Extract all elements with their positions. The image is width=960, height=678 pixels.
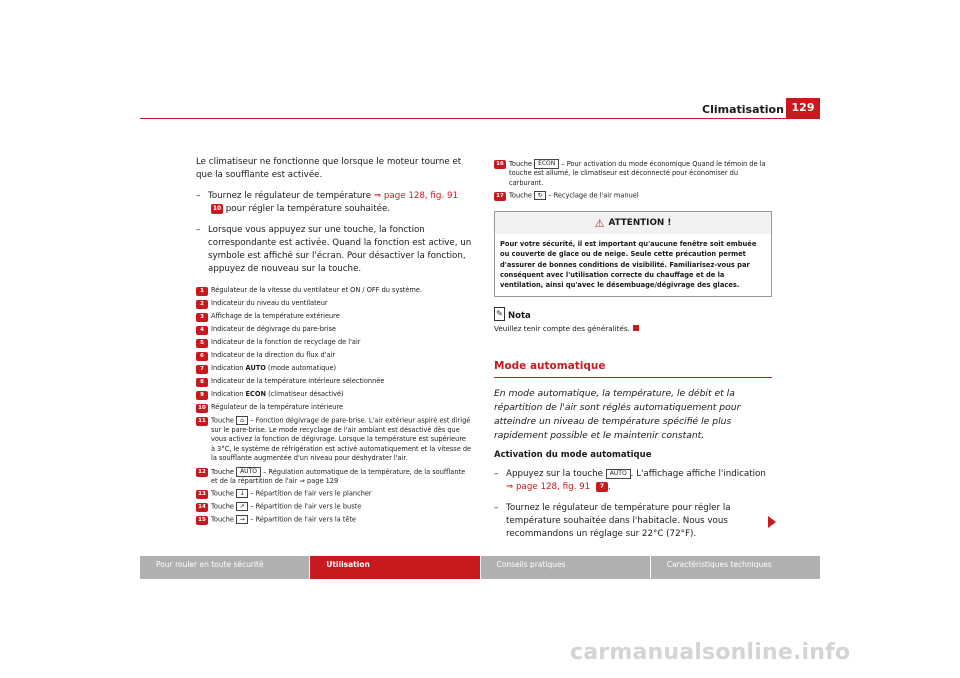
warning-box — [494, 211, 772, 297]
legend-number-badge: 2 — [196, 300, 208, 309]
legend-number-badge: 12 — [196, 468, 208, 477]
note-heading: ✎ Nota — [494, 307, 772, 321]
right-column — [494, 156, 772, 541]
end-marker-icon — [633, 325, 639, 331]
callout-badge: 10 — [212, 204, 222, 212]
intro-paragraph: Le climatiseur ne fonctionne que lorsque le moteur tourne et que la soufflante est activée. — [196, 157, 462, 180]
footer-nav — [140, 556, 820, 579]
legend-number-badge: 10 — [196, 404, 208, 413]
legend-number-badge: 11 — [196, 417, 208, 426]
legend-item: 14 Touche ↗ – Répartition de l'air vers le buste — [196, 502, 472, 512]
legend-item: 2 Indicateur du niveau du ventilateur — [196, 299, 472, 309]
legend-item: 1 Régulateur de la vitesse du ventilateur et ON / OFF du système. — [196, 286, 472, 296]
key-label: ECON — [534, 159, 559, 169]
legend-item: 3 Affichage de la température extérieure — [196, 312, 472, 322]
key-symbol-icon: ↓ — [236, 489, 248, 498]
key-symbol-icon: ↻ — [534, 191, 546, 200]
footer-tab-usage[interactable]: Utilisation — [309, 556, 479, 579]
legend-number-badge: 16 — [494, 160, 506, 169]
legend-item: 7 Indication AUTO (mode automatique) — [196, 364, 472, 374]
warning-text: Pour votre sécurité, il est important qu'aucune fenêtre soit embuée ou couverte de glace ou de neige. Seule cette précaution permet d'assurer de bonnes conditions de visibilité. Familiarisez-vous par conséquent avec l'utilisation correcte du chauffage et de la ventilation, ainsi qu'avec le désembuage/dégivrage des glaces. — [500, 240, 757, 290]
legend-item: 6 Indicateur de la direction du flux d'air — [196, 351, 472, 361]
legend-item: 17 Touche ↻ – Recyclage de l'air manuel — [494, 191, 772, 201]
sub-heading: Activation du mode automatique — [494, 450, 652, 461]
legend-number-badge: 17 — [494, 192, 506, 201]
legend-number-badge: 7 — [196, 365, 208, 374]
legend-item: 5 Indicateur de la fonction de recyclage de l'air — [196, 338, 472, 348]
legend-number-badge: 1 — [196, 287, 208, 296]
step-temperature: – Tournez le régulateur de température ⇒ page 128, fig. 91 10 pour régler la température souhaitée. — [196, 191, 458, 214]
legend-list-continued — [494, 159, 772, 201]
section-intro: En mode automatique, la température, le débit et la répartition de l'air sont réglés automatiquement pour atteindre un niveau de température spécifié le plus rapidement possible et le maintenir constant. — [494, 388, 741, 442]
legend-number-badge: 3 — [196, 313, 208, 322]
note-text: Veuillez tenir compte des généralités. — [494, 323, 772, 334]
legend-item: 11 Touche ⌂ – Fonction dégivrage de pare-brise. L'air extérieur aspiré est dirigé sur le pare-brise. Le mode recyclage de l'air ambiant est désactivé dès que vous activez la fonction de dégivrage. Lorsque la température est supérieure à 3°C, le système de réfrigération est activé automatiquement et la vitesse de la soufflante augmentée d'un niveau pour déshydrater l'air. — [196, 416, 472, 464]
legend-number-badge: 8 — [196, 378, 208, 387]
step-set-temperature: – Tournez le régulateur de température pour régler la température souhaitée dans l'habitacle. Nous vous recommandons un réglage sur 22°C (72°F). — [494, 503, 731, 540]
section-title: Mode automatique — [494, 360, 772, 378]
legend-item: 4 Indicateur de dégivrage du pare-brise — [196, 325, 472, 335]
key-symbol-icon: ⌂ — [236, 416, 248, 425]
legend-item: 10 Régulateur de la température intérieure — [196, 403, 472, 413]
step-press-auto: – Appuyez sur la touche AUTO . L'affichage affiche l'indication ⇒ page 128, fig. 91 7 . — [494, 469, 766, 493]
footer-tab-safety[interactable]: Pour rouler en toute sécurité — [140, 556, 309, 579]
page-link[interactable]: ⇒ page 128, fig. 91 — [373, 191, 458, 201]
legend-item: 9 Indication ECON (climatiseur désactivé) — [196, 390, 472, 400]
step-press-key: – Lorsque vous appuyez sur une touche, la fonction correspondante est activée. Quand la fonction est active, un symbole est affiché sur l'écran. Pour désactiver la fonction, appuyez de nouveau sur la touche. — [196, 225, 472, 274]
legend-number-badge: 5 — [196, 339, 208, 348]
watermark: carmanualsonline.info — [570, 640, 851, 665]
legend-item: 8 Indicateur de la température intérieure sélectionnée — [196, 377, 472, 387]
page-header-title: Climatisation — [702, 103, 784, 116]
legend-number-badge: 4 — [196, 326, 208, 335]
legend-item: 13 Touche ↓ – Répartition de l'air vers le plancher — [196, 489, 472, 499]
key-symbol-icon: → — [236, 515, 248, 524]
left-column — [196, 156, 472, 525]
key-symbol-icon: ↗ — [236, 502, 248, 511]
note-icon: ✎ — [494, 307, 505, 321]
legend-number-badge: 14 — [196, 503, 208, 512]
page-link[interactable]: ⇒ page 128, fig. 91 — [506, 482, 591, 493]
warning-title: ATTENTION ! — [608, 218, 672, 229]
callout-badge: 7 — [596, 482, 608, 492]
legend-list — [196, 286, 472, 525]
legend-number-badge: 6 — [196, 352, 208, 361]
legend-number-badge: 13 — [196, 490, 208, 499]
key-label: AUTO — [236, 467, 261, 477]
footer-tab-specs[interactable]: Caractéristiques techniques — [650, 556, 820, 579]
header-rule — [140, 118, 820, 119]
footer-tab-tips[interactable]: Conseils pratiques — [480, 556, 650, 579]
legend-item: 16 Touche ECON – Pour activation du mode économique Quand le témoin de la touche est allumé, le climatiseur est déconnecté pour économiser du carburant. — [494, 159, 772, 188]
next-page-arrow-icon[interactable] — [768, 516, 776, 528]
legend-number-badge: 9 — [196, 391, 208, 400]
legend-item: 12 Touche AUTO – Régulation automatique de la température, de la soufflante et de la répartition de l'air ⇒ page 129 — [196, 467, 472, 487]
page-number: 129 — [786, 98, 820, 118]
legend-item: 15 Touche → – Répartition de l'air vers la tête — [196, 515, 472, 525]
auto-key: AUTO — [606, 469, 631, 479]
legend-number-badge: 15 — [196, 516, 208, 525]
warning-icon: ⚠ — [594, 216, 605, 230]
